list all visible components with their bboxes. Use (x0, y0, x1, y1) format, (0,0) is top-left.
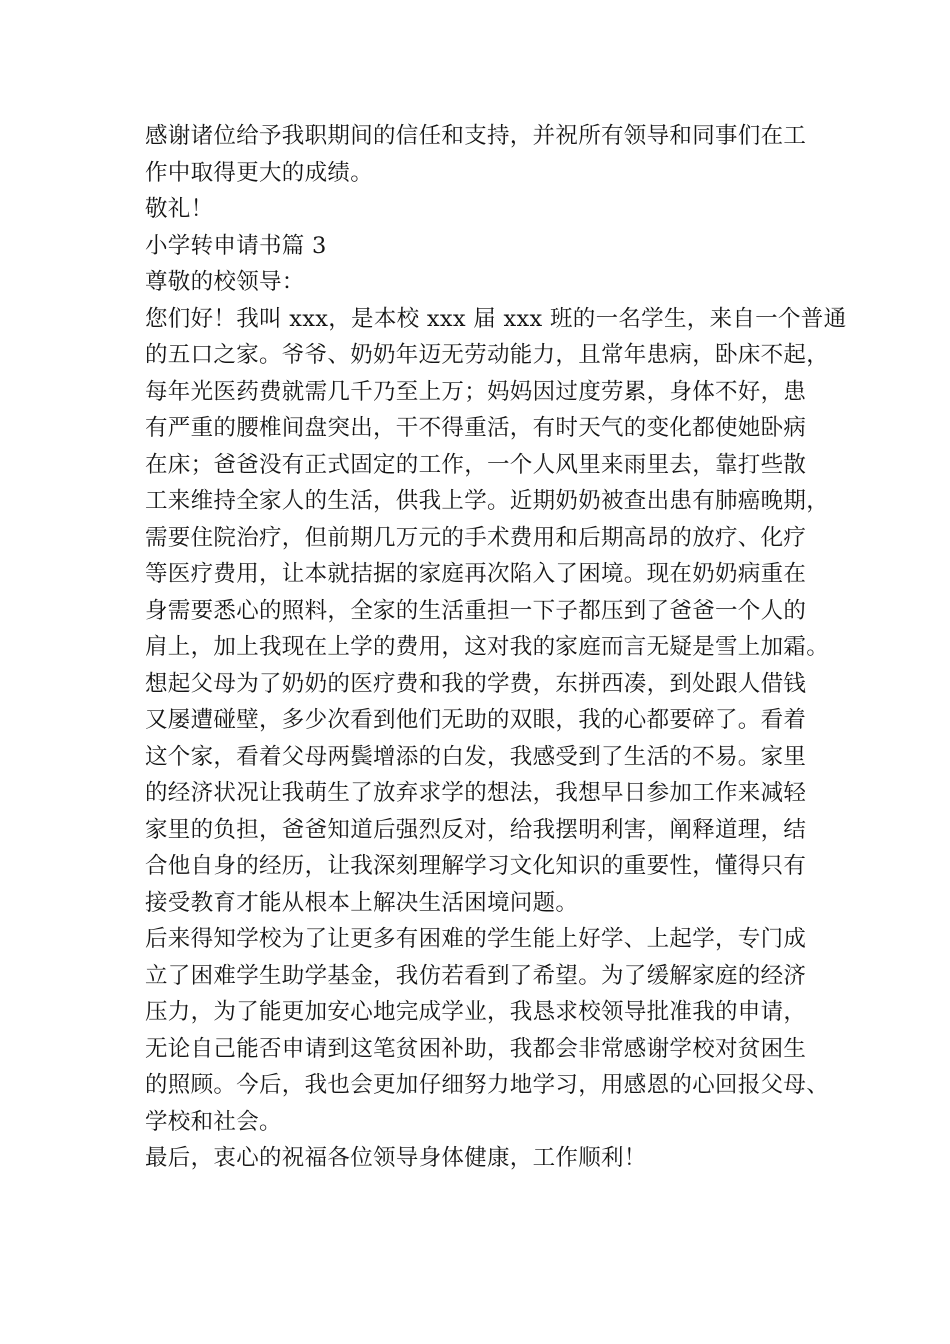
text-line: 身需要悉心的照料，全家的生活重担一下子都压到了爸爸一个人的 (145, 597, 807, 624)
document-body (145, 118, 847, 1177)
text-line: 接受教育才能从根本上解决生活困境问题。 (145, 889, 579, 916)
closing-salutation: 敬礼！ (145, 196, 214, 222)
text-line: 最后，衷心的祝福各位领导身体健康，工作顺利！ (145, 1145, 647, 1171)
text-line: 等医疗费用，让本就拮据的家庭再次陷入了困境。现在奶奶病重在 (145, 561, 807, 587)
text-line: 肩上，加上我现在上学的费用，这对我的家庭而言无疑是雪上加霜。 (145, 634, 830, 660)
text-line: 家里的负担，爸爸知道后强烈反对，给我摆明利害，阐释道理，结 (145, 816, 807, 843)
text-line: 的五口之家。爷爷、奶奶年迈无劳动能力，且常年患病，卧床不起， (145, 342, 830, 368)
text-line: 有严重的腰椎间盘突出，干不得重活，有时天气的变化都使她卧病 (145, 415, 807, 441)
text-line: 想起父母为了奶奶的医疗费和我的学费，东拼西凑，到处跟人借钱 (145, 670, 807, 697)
text-line: 感谢诸位给予我职期间的信任和支持，并祝所有领导和同事们在工 (145, 123, 807, 149)
text-line: 工来维持全家人的生活，供我上学。近期奶奶被查出患有肺癌晚期， (145, 488, 830, 514)
greeting: 尊敬的校领导： (145, 269, 305, 295)
text-line: 压力，为了能更加安心地完成学业，我恳求校领导批准我的申请， (145, 999, 807, 1025)
text-line: 后来得知学校为了让更多有困难的学生能上好学、上起学，专门成 (145, 926, 807, 952)
text-line: 在床；爸爸没有正式固定的工作，一个人风里来雨里去，靠打些散 (145, 451, 807, 478)
text-line: 的照顾。今后，我也会更加仔细努力地学习，用感恩的心回报父母、 (145, 1072, 830, 1098)
text-line: 的经济状况让我萌生了放弃求学的想法，我想早日参加工作来减轻 (145, 780, 807, 806)
text-line: 作中取得更大的成绩。 (145, 159, 374, 186)
text-line: 合他自身的经历，让我深刻理解学习文化知识的重要性，懂得只有 (145, 853, 807, 879)
text-line: 无论自己能否申请到这笔贫困补助，我都会非常感谢学校对贫困生 (145, 1035, 807, 1062)
text-line: 学校和社会。 (145, 1108, 282, 1135)
text-line: 每年光医药费就需几千乃至上万；妈妈因过度劳累，身体不好，患 (145, 378, 807, 405)
text-line: 又屡遭碰壁，多少次看到他们无助的双眼，我的心都要碎了。看着 (145, 707, 807, 733)
text-line: 立了困难学生助学基金，我仿若看到了希望。为了缓解家庭的经济 (145, 962, 807, 989)
text-line: 这个家，看着父母两鬓增添的白发，我感受到了生活的不易。家里 (145, 743, 807, 770)
text-line: 您们好！我叫 xxx，是本校 xxx 届 xxx 班的一名学生，来自一个普通 (145, 305, 847, 332)
section-title: 小学转申请书篇 3 (145, 232, 327, 259)
text-line: 需要住院治疗，但前期几万元的手术费用和后期高昂的放疗、化疗 (145, 524, 807, 551)
